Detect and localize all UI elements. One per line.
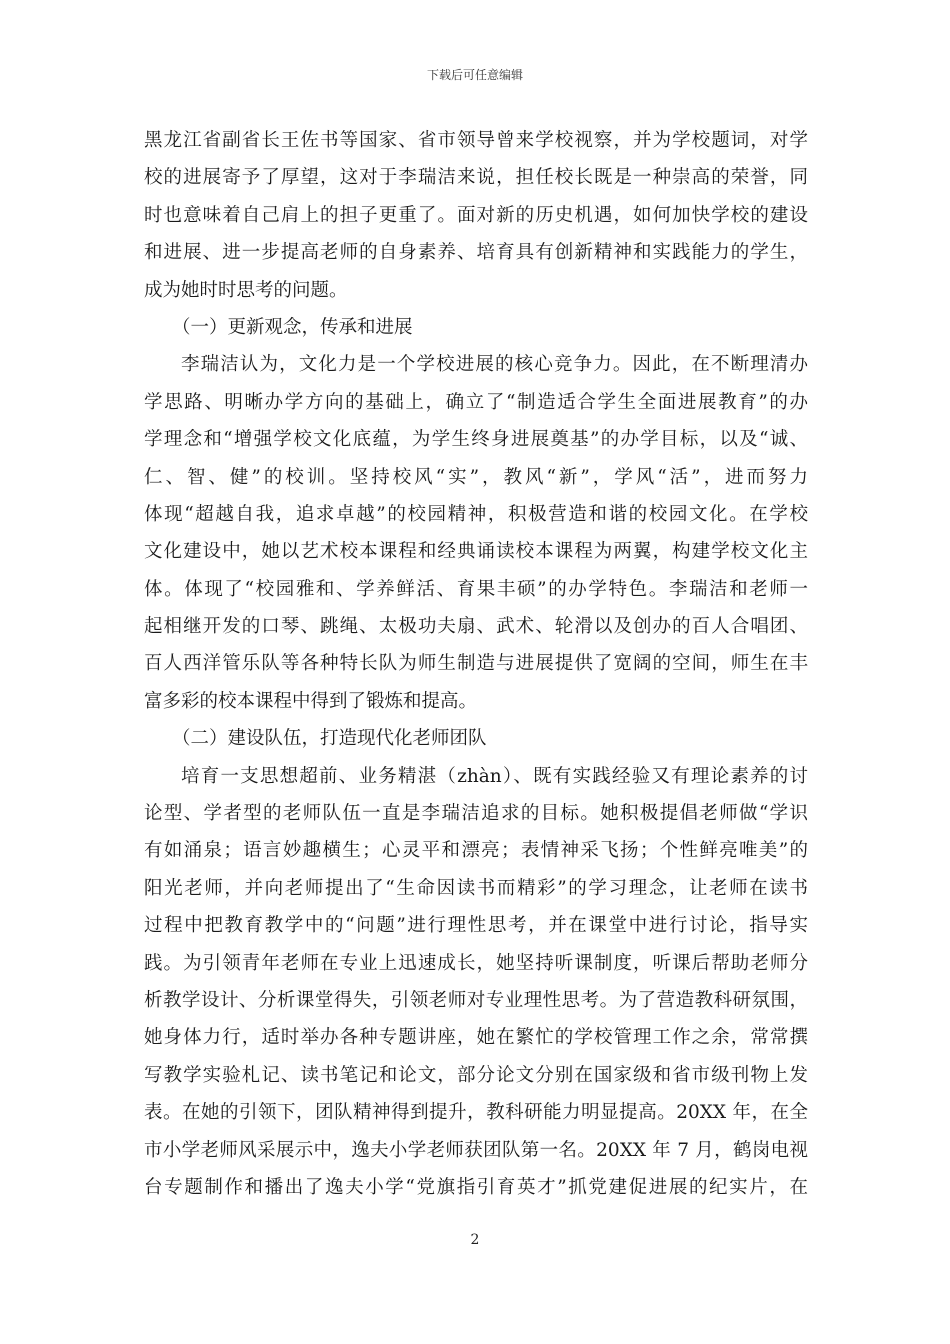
text-line: 成为她时时思考的问题。 (144, 279, 348, 301)
text-line: 起相继开发的口琴、跳绳、太极功夫扇、武术、轮滑以及创办的百人合唱团、 (144, 616, 808, 638)
text-line: 体。体现了“校园雅和、学养鲜活、育果丰硕”的办学特色。李瑞洁和老师一 (144, 578, 808, 600)
text-line: 文化建设中，她以艺术校本课程和经典诵读校本课程为两翼，构建学校文化主 (144, 541, 808, 563)
text-line: 析教学设计、分析课堂得失，引领老师对专业理性思考。为了营造教科研氛围， (144, 989, 808, 1011)
section-heading: （一）更新观念，传承和进展 (172, 316, 413, 338)
text-line: 仁、智、健”的校训。坚持校风“实”，教风“新”，学风“活”，进而努力 (144, 466, 808, 488)
header-note: 下载后可任意编辑 (426, 68, 523, 82)
text-line: 表。在她的引领下，团队精神得到提升，教科研能力明显提高。20XX 年，在全 (144, 1102, 808, 1124)
text-line: 培育一支思想超前、业务精湛（zhàn）、既有实践经验又有理论素养的讨 (181, 765, 808, 787)
text-line: 写教学实验札记、读书笔记和论文，部分论文分别在国家级和省市级刊物上发 (144, 1064, 808, 1086)
text-line: 黑龙江省副省长王佐书等国家、省市领导曾来学校视察，并为学校题词，对学 (144, 130, 808, 151)
text-line: 校的进展寄予了厚望，这对于李瑞洁来说，担任校长既是一种崇高的荣誉，同 (144, 167, 808, 189)
text-line: 学思路、明晰办学方向的基础上，确立了“制造适合学生全面进展教育”的办 (144, 391, 808, 413)
text-line: 她身体力行，适时举办各种专题讲座，她在繁忙的学校管理工作之余，常常撰 (144, 1027, 808, 1049)
page-number: 2 (470, 1232, 480, 1248)
text-line: 论型、学者型的老师队伍一直是李瑞洁追求的目标。她积极提倡老师做“学识 (144, 803, 808, 825)
text-line: 台专题制作和播出了逸夫小学“党旗指引育英才”抓党建促进展的纪实片，在 (144, 1176, 808, 1198)
body-text (144, 122, 808, 1206)
text-line: 和进展、进一步提高老师的自身素养、培育具有创新精神和实践能力的学生， (144, 242, 808, 264)
text-line: 体现“超越自我，追求卓越”的校园精神，积极营造和谐的校园文化。在学校 (144, 503, 808, 525)
text-line: 富多彩的校本课程中得到了锻炼和提高。 (144, 690, 478, 712)
text-line: 有如涌泉；语言妙趣横生；心灵平和漂亮；表情神采飞扬；个性鲜亮唯美”的 (144, 840, 808, 862)
text-line: 百人西洋管乐队等各种特长队为师生制造与进展提供了宽阔的空间，师生在丰 (144, 653, 808, 675)
text-line: 过程中把教育教学中的“问题”进行理性思考，并在课堂中进行讨论，指导实 (144, 915, 808, 937)
text-line: 市小学老师风采展示中，逸夫小学老师获团队第一名。20XX 年 7 月，鹤岗电视 (144, 1139, 808, 1161)
text-line: 学理念和“增强学校文化底蕴，为学生终身进展奠基”的办学目标，以及“诚、 (144, 429, 808, 451)
text-line: 李瑞洁认为，文化力是一个学校进展的核心竞争力。因此，在不断理清办 (181, 354, 808, 376)
text-line: 阳光老师，并向老师提出了“生命因读书而精彩”的学习理念，让老师在读书 (144, 877, 808, 899)
text-line: 践。为引领青年老师在专业上迅速成长，她坚持听课制度，听课后帮助老师分 (144, 952, 808, 974)
section-heading: （二）建设队伍，打造现代化老师团队 (172, 728, 487, 750)
text-line: 时也意味着自己肩上的担子更重了。面对新的历史机遇，如何加快学校的建设 (144, 204, 808, 226)
